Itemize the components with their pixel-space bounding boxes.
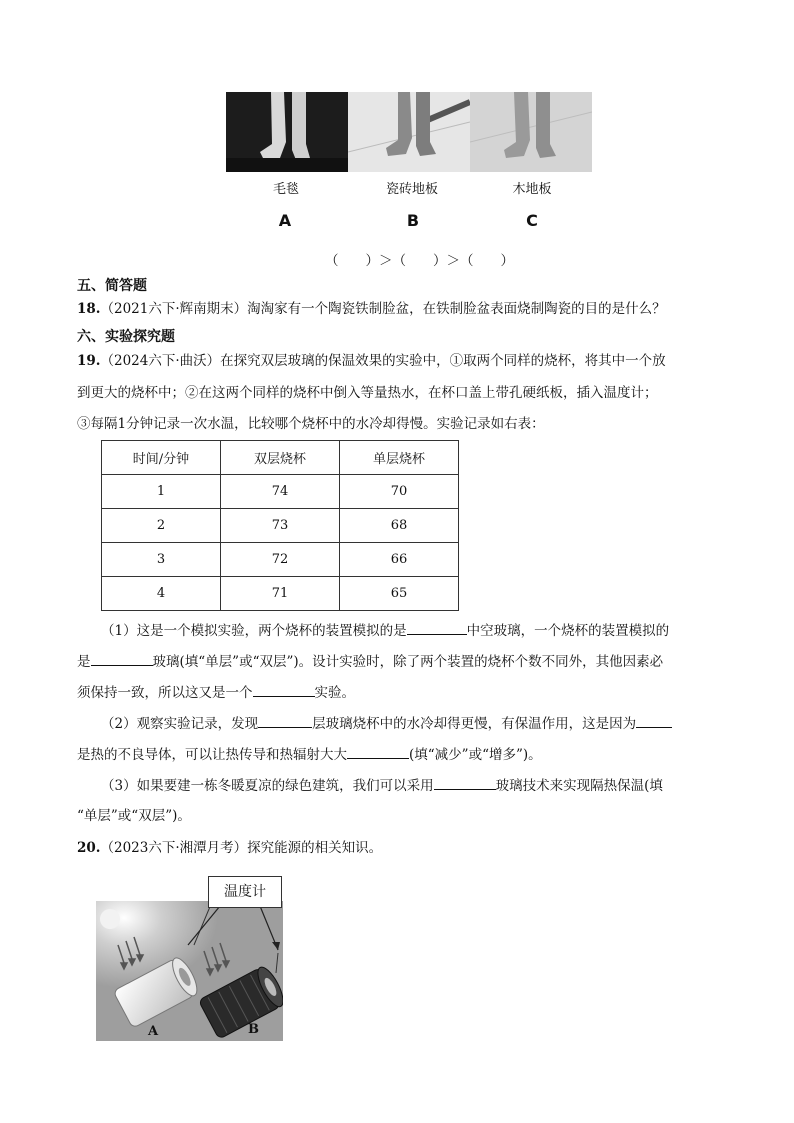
q19-p3-text: （3）如果要建一栋冬暖夏凉的绿色建筑，我们可以采用 [101,778,434,794]
q18-text: 淘淘家有一个陶瓷铁制脸盆，在铁制脸盆表面烧制陶瓷的目的是什么？ [247,301,666,317]
q19-line1 [77,351,666,371]
q19-p2-text: 层玻璃烧杯中的水冷却得更慢，有保温作用，这是因为 [312,716,637,732]
q18-number: 18. [77,301,101,317]
q19-line3: ③每隔1分钟记录一次水温，比较哪个烧杯中的水冷却得慢。实验记录如右表： [77,416,545,432]
answer-blank[interactable] [347,744,409,759]
q18-source: （2021六下·辉南期末） [100,301,248,317]
q19-p2-text: (填“减少”或“增多”)。 [409,747,542,763]
q19-part1-line3 [77,682,355,703]
q19-p1-text: 实验。 [314,685,355,701]
caption-tile-floor: 瓷砖地板 [385,182,438,197]
q19-p2-text: 是热的不良导体，可以让热传导和热辐射大大 [77,747,347,763]
q19-intro: 在探究双层玻璃的保温效果的实验中，①取两个同样的烧杯，将其中一个放 [220,353,666,369]
q19-p1-text: 是 [77,654,91,670]
q19-p1-text: 中空玻璃，一个烧杯的装置模拟的 [466,623,670,639]
table-row [102,475,459,509]
table-header-row [102,441,459,475]
photo-carpet [226,92,348,172]
section5-heading: 五、简答题 [77,278,147,294]
q19-source: （2024六下·曲沃） [100,353,221,369]
answer-blank[interactable] [434,775,496,790]
q19-number: 19. [77,353,101,369]
table-cell: 66 [340,543,459,577]
q19-part3-line2: “单层”或“双层”)。 [77,808,191,824]
q20-number: 20. [77,840,101,856]
q19-part1-line1 [101,620,669,641]
q19-part2-line1 [101,713,672,734]
q19-line2: 到更大的烧杯中；②在这两个同样的烧杯中倒入等量热水，在杯口盖上带孔硬纸板，插入温度计； [77,385,658,401]
q19-p1-text: 须保持一致，所以这又是一个 [77,685,253,701]
q19-p1-text: 玻璃(填“单层”或“双层”)。设计实验时，除了两个装置的烧杯个数不同外，其他因素必 [152,654,664,670]
table-cell: 70 [340,475,459,509]
table-cell: 68 [340,509,459,543]
question-18 [77,299,666,319]
caption-carpet: 毛毯 [272,182,299,197]
table-cell: 1 [102,475,221,509]
q19-part2-line2 [77,744,542,765]
can-label-a: A [148,1024,159,1039]
table-cell: 3 [102,543,221,577]
q19-part1-line2 [77,651,663,672]
table-header: 单层烧杯 [340,441,459,475]
table-cell: 65 [340,577,459,611]
can-label-b: B [248,1022,259,1037]
q19-p2-text: （2）观察实验记录，发现 [101,716,259,732]
q19-p1-text: （1）这是一个模拟实验，两个烧杯的装置模拟的是 [101,623,407,639]
answer-blank[interactable] [258,713,312,728]
table-row [102,543,459,577]
order-blanks: （ ）＞（ ）＞（ ） [325,253,514,269]
q20-text: 探究能源的相关知识。 [247,840,383,856]
table-cell: 74 [221,475,340,509]
thermometer-label: 温度计 [208,876,282,908]
table-cell: 72 [221,543,340,577]
table-cell: 71 [221,577,340,611]
photo-wood-floor [470,92,592,172]
photo-tile-floor [348,92,470,172]
answer-blank[interactable] [407,620,467,635]
temperature-table [101,440,459,611]
label-a: A [278,211,292,230]
q20-source: （2023六下·湘潭月考） [100,840,248,856]
table-header: 时间/分钟 [102,441,221,475]
caption-wood-floor: 木地板 [512,182,552,197]
table-cell: 4 [102,577,221,611]
label-b: B [406,211,420,230]
answer-blank[interactable] [636,713,672,728]
table-row [102,509,459,543]
question-20 [77,838,382,858]
table-row [102,577,459,611]
answer-blank[interactable] [91,651,153,666]
table-cell: 2 [102,509,221,543]
q19-p3-text: 玻璃技术来实现隔热保温(填 [495,778,663,794]
table-header: 双层烧杯 [221,441,340,475]
label-c: C [526,211,538,230]
table-cell: 73 [221,509,340,543]
section6-heading: 六、实验探究题 [77,329,175,345]
answer-blank[interactable] [253,682,315,697]
q19-part3-line1 [101,775,663,796]
